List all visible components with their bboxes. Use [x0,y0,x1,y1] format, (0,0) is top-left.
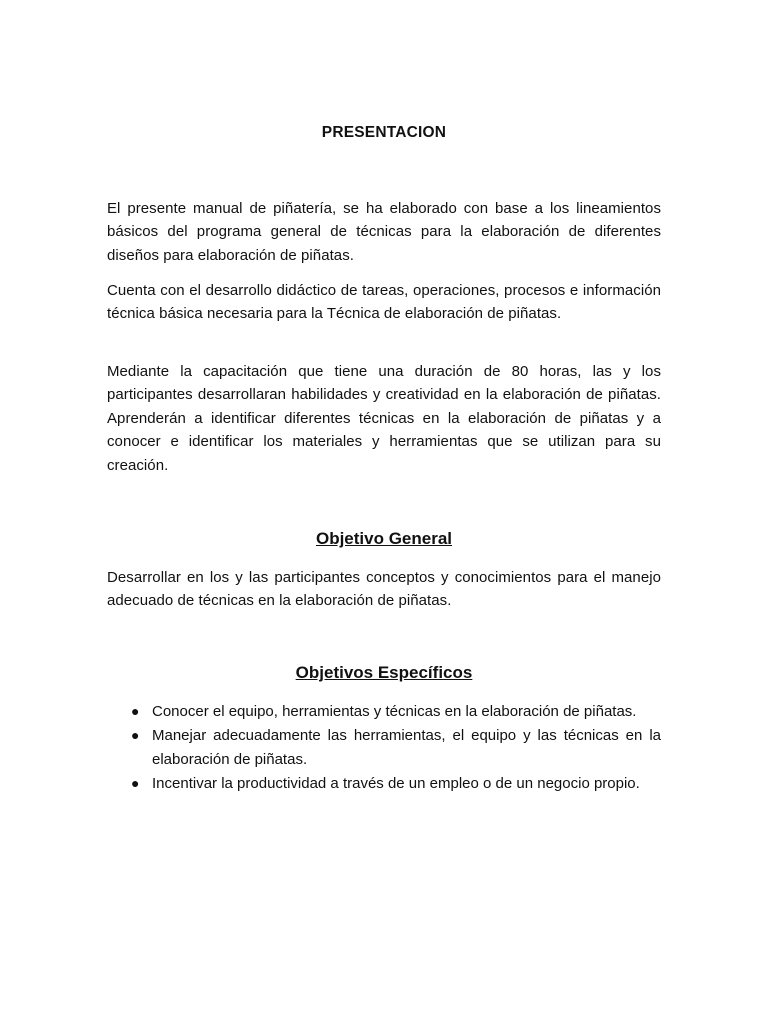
intro-paragraph: El presente manual de piñatería, se ha elaborado con base a los lineamientos básicos del programa general de técnicas para la elaboración de diferentes diseños para elaboración de piñatas. [107,200,661,264]
list-item [107,700,661,723]
list-item [107,772,661,795]
list-item-text: Manejar adecuadamente las herramientas, el equipo y las técnicas en la elaboración de piñatas. [152,727,661,768]
objetivos-especificos-list [107,700,661,797]
objetivo-general-heading: Objetivo General [315,529,453,548]
bullet-icon: ● [131,727,140,744]
training-paragraph: Mediante la capacitación que tiene una duración de 80 horas, las y los participantes desarrollaran habilidades y creatividad en la elaboración de piñatas. Aprenderán a identificar diferentes técnicas en la elaboración de piñatas y a conocer e identificar los materiales y herramientas que se utilizan para su creación. [107,363,661,474]
list-item-text: Conocer el equipo, herramientas y técnicas en la elaboración de piñatas. [152,703,637,720]
bullet-icon: ● [131,703,140,719]
objetivos-especificos-heading: Objetivos Específicos [295,663,473,682]
list-item-text: Incentivar la productividad a través de un empleo o de un negocio propio. [152,775,640,793]
document-title: PRESENTACION [321,124,447,141]
content-paragraph: Cuenta con el desarrollo didáctico de tareas, operaciones, procesos e información técnica básica necesaria para la Técnica de elaboración de piñatas. [107,282,661,323]
list-item [107,724,661,771]
objetivo-general-text: Desarrollar en los y las participantes conceptos y conocimientos para el manejo adecuado de técnicas en la elaboración de piñatas. [107,569,661,610]
bullet-icon: ● [131,775,140,792]
